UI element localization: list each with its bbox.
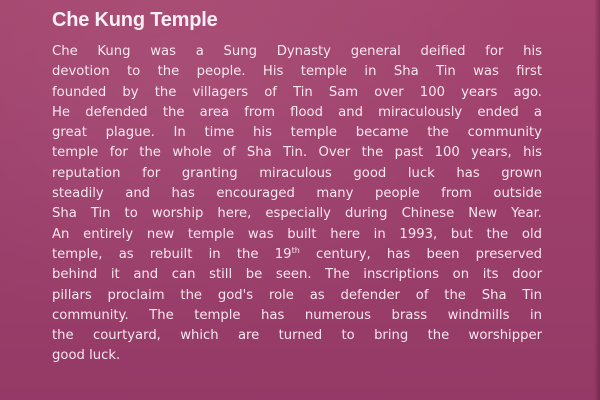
- sign-body-text: [52, 42, 592, 367]
- text-line: temple for the whole of Sha Tin. Over the past 100 years, his: [52, 145, 542, 161]
- text-line: community. The temple has numerous brass windmills in: [52, 307, 542, 323]
- text-line: Che Kung was a Sung Dynasty general deified for his: [52, 44, 542, 59]
- text-line: Sha Tin to worship here, especially during Chinese New Year.: [52, 206, 542, 222]
- text-segment: century, has been preserved: [299, 246, 542, 262]
- text-line: behind it and can still be seen. The inscriptions on its door: [52, 267, 542, 283]
- ordinal-superscript: th: [291, 245, 300, 255]
- text-line: great plague. In time his temple became the community: [52, 125, 542, 141]
- text-line-with-superscript: [52, 245, 542, 265]
- text-line: founded by the villagers of Tin Sam over 100 years ago.: [52, 84, 542, 100]
- sign-edge-shadow: [594, 0, 600, 400]
- text-line: devotion to the people. His temple in Sha Tin was first: [52, 64, 542, 80]
- text-segment: temple, as rebuilt in the 19: [52, 246, 292, 262]
- text-line: the courtyard, which are turned to bring the worshipper: [52, 328, 542, 344]
- text-line: An entirely new temple was built here in 1993, but the old: [52, 226, 542, 242]
- text-line: pillars proclaim the god's role as defender of the Sha Tin: [52, 287, 542, 303]
- sign-title: Che Kung Temple: [52, 9, 218, 31]
- text-line: He defended the area from flood and miraculously ended a: [52, 104, 542, 120]
- text-line: steadily and has encouraged many people from outside: [52, 186, 542, 202]
- text-line: reputation for granting miraculous good luck has grown: [52, 165, 542, 181]
- text-line-last: good luck.: [52, 348, 121, 364]
